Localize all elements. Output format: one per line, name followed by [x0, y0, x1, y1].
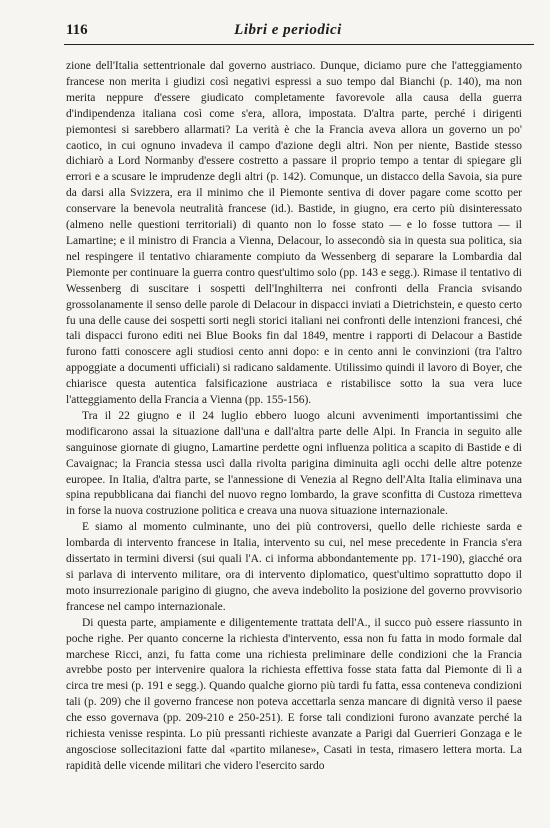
paragraph: E siamo al momento culminante, uno dei più controversi, quello delle richieste sarda e lombarda di intervento francese in Italia, intervento su cui, nel mese precedente in Francia s'era dissertato in termini diversi (sui quali l'A. ci informa abbondantemente pp. 171-190), giacché ora si parlava di intervento militare, ora di intervento diplomatico, quest'ultimo soprattutto dopo il moto insurrezionale parigino di giugno, che aveva indebolito la posizione del governo provvisorio francese nel campo internazionale. — [66, 521, 522, 613]
page-header — [52, 20, 524, 46]
running-title: Libri e periodici — [234, 22, 342, 38]
body-text — [66, 59, 522, 775]
paragraph: Di questa parte, ampiamente e diligentemente trattata dell'A., il succo può essere riassunto in poche righe. Per quanto concerne la richiesta d'intervento, essa non fu fatta in modo formale dal marchese Ricci, anzi, fu fatta come una richiesta preliminare delle condizioni che la Francia avrebbe posto per intervenire qualora la richiesta effettiva fosse stata fatta dal Piemonte di lì a circa tre mesi (p. 191 e segg.). Quando qualche giorno più tardi fu fatta, essa conteneva condizioni tali (p. 209) che il governo francese non poteva accettarla senza mancare di dignità verso il paese che esso governava (pp. 209-210 e 250-251). E forse tali condizioni furono avanzate perché la richiesta venisse respinta. Lo più pressanti richieste avanzate a Parigi dal Guerrieri Gonzaga e le angosciose sollecitazioni fatte dal «partito milanese», Casati in testa, rimasero lettera morta. La rapidità delle vicende militari che videro l'esercito sardo — [66, 616, 522, 772]
paragraph: zione dell'Italia settentrionale dal governo austriaco. Dunque, diciamo pure che l'atteggiamento francese non merita i giudizi così negativi espressi a suo tempo dal Bianchi (p. 140), ma non merita neppure d'essere giudicato completamente favorevole alla causa della guerra d'indipendenza italiana così come s'era, allora, impostata. D'altra parte, perché i dirigenti piemontesi si sarebbero allarmati? La verità è che la Francia aveva allora un governo un po' caotico, in cui ognuno invadeva il campo d'azione degli altri. Non per niente, Bastide stesso dichiarò a Lord Normanby d'essere costretto a passare il proprio tempo a tentar di spiegare gli errori e a scusare le imprudenze degli altri (p. 142). Comunque, un distacco della Savoia, sia pure da darsi alla Svizzera, era il minimo che il Piemonte sentiva di dover pagare come scotto per conservare la benevola neutralità francese (id.). Bastide, in giugno, era certo più disinteressato (almeno nelle questioni territoriali) di quanto non lo fosse stato — e lo fosse tuttora — il Lamartine; e il ministro di Francia a Vienna, Delacour, lo assecondò sia in questa sua politica, sia nel respingere il tentativo chiaramente compiuto da Wessenberg di separare la Lombardia dal Piemonte per continuare la guerra contro quest'ultimo solo (pp. 143 e segg.). Rimase il tentativo di Wessenberg di suscitare i sospetti dell'Inghilterra nei confronti della Francia svisando grossolanamente il senso delle parole di Delacour in dispacci inviati a Dietrichstein, e questo certo fu una delle cause dei sospetti sorti negli storici italiani nei confronti delle intenzioni francesi, ché tali dispacci furono editi nei Blue Books fin dal 1849, mentre i rapporti di Delacour a Bastide furono fatti conoscere agli studiosi cento anni dopo: e in cento anni le convinzioni (tra l'altro appoggiate a documenti ufficiali) si radicano saldamente. Utilissimo quindi il lavoro di Boyer, che chiarisce questa autentica falsificazione austriaca e ristabilisce sotto la sua vera luce l'atteggiamento della Francia a Vienna (pp. 155-156). — [66, 60, 522, 407]
header-rule — [64, 44, 534, 45]
page-number: 116 — [66, 22, 88, 38]
paragraph: Tra il 22 giugno e il 24 luglio ebbero luogo alcuni avvenimenti importantissimi che modificarono assai la situazione dall'una e dall'altra parte delle Alpi. In Francia in seguito alle sanguinose giornate di giugno, Lamartine perdette ogni influenza politica a scapito di Bastide e di Cavaignac; la Francia stessa uscì dalla rivolta parigina diminuita agli occhi delle altre potenze europee. In Italia, d'altra parte, se l'annessione di Venezia al Regno dell'Alta Italia eliminava una spina repubblicana dai fianchi del nuovo regno lombardo, la grave sconfitta di Custoza rimetteva in forse la nuova costruzione politica e creava una nuova situazione internazionale. — [66, 409, 522, 518]
